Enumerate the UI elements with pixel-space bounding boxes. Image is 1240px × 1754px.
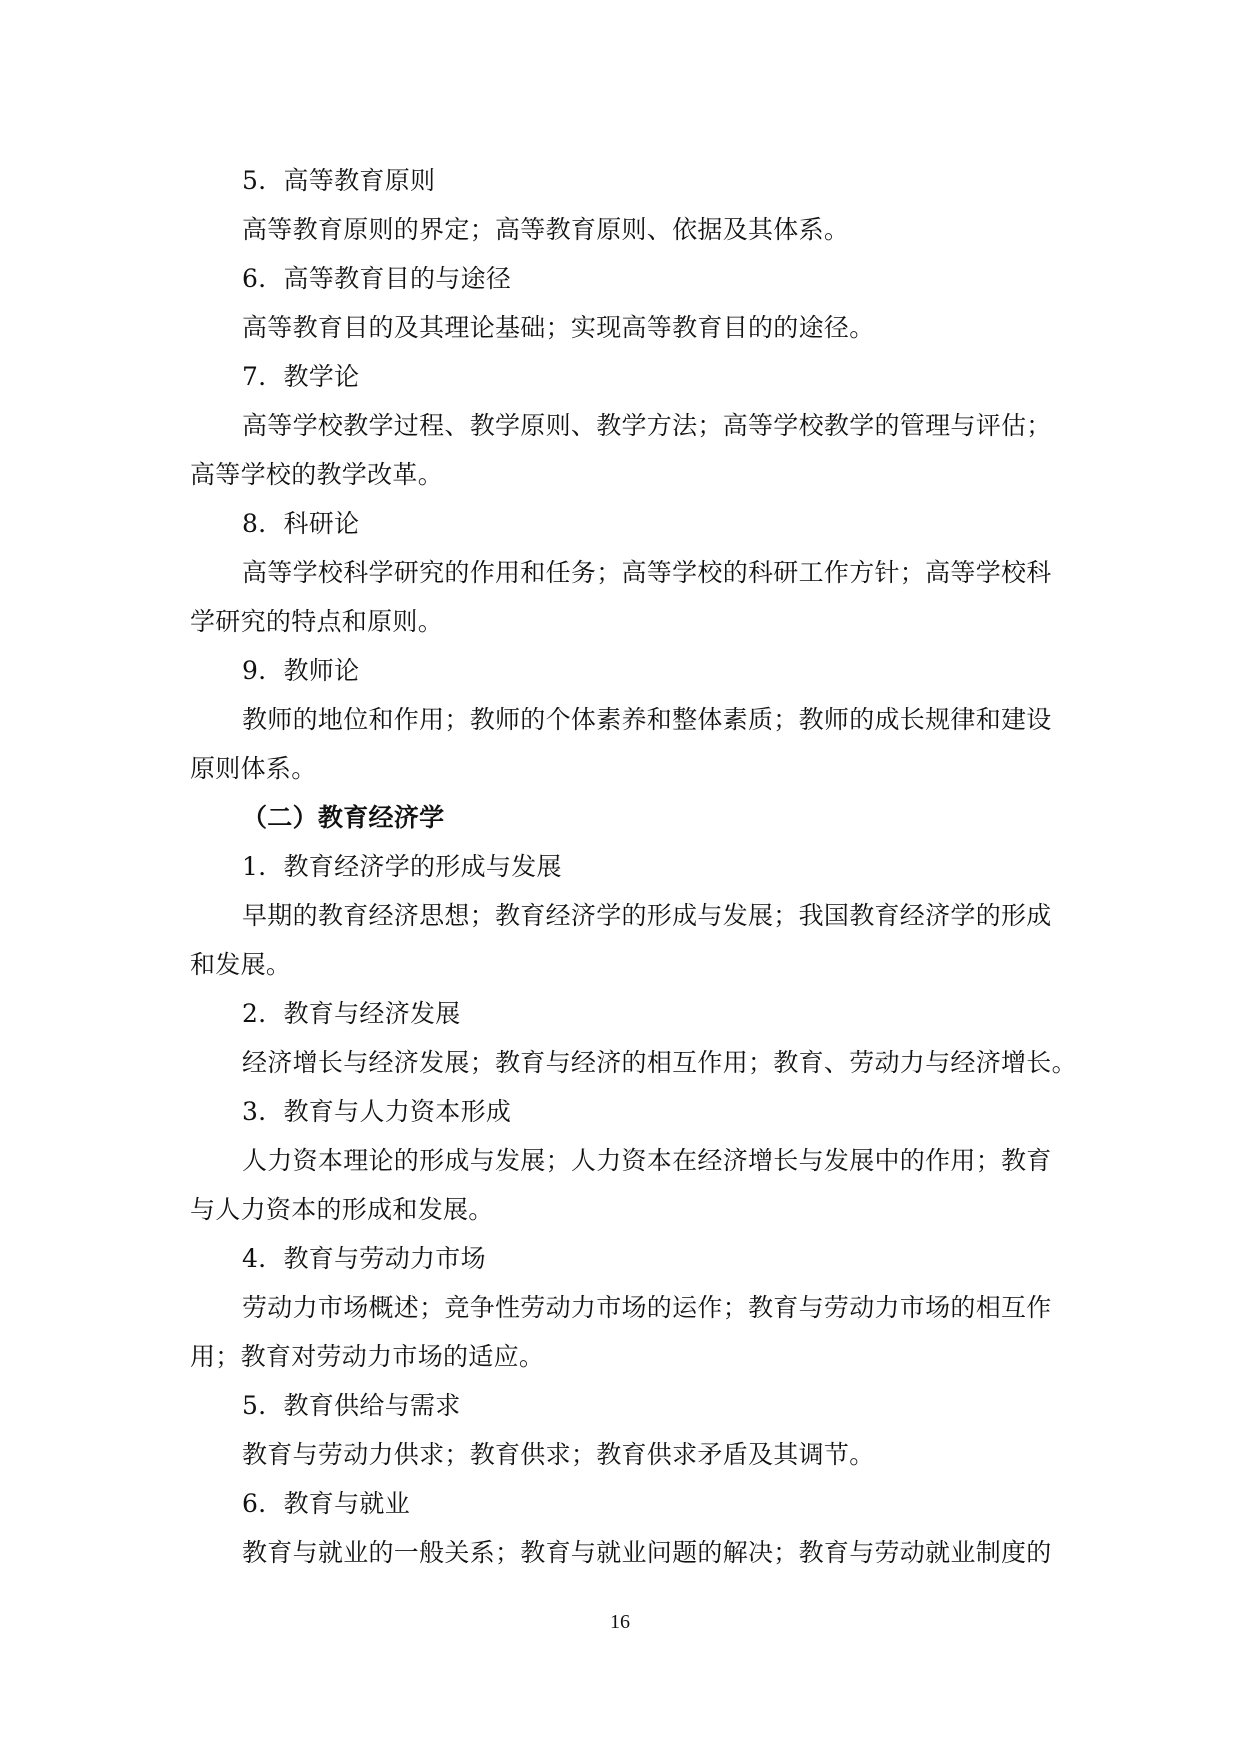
- paragraph-continuation: 和发展。: [190, 950, 292, 979]
- paragraph-line: 教育与劳动力供求；教育供求；教育供求矛盾及其调节。: [242, 1440, 875, 1469]
- numbered-heading: 5．高等教育原则: [242, 166, 436, 195]
- paragraph-continuation: 学研究的特点和原则。: [190, 607, 444, 636]
- paragraph-line: 教育与就业的一般关系；教育与就业问题的解决；教育与劳动就业制度的: [242, 1538, 1052, 1567]
- numbered-heading: 8．科研论: [242, 509, 360, 538]
- page-number: 16: [610, 1611, 630, 1633]
- paragraph-continuation: 用；教育对劳动力市场的适应。: [190, 1342, 545, 1371]
- paragraph-line: 经济增长与经济发展；教育与经济的相互作用；教育、劳动力与经济增长。: [242, 1048, 1077, 1077]
- paragraph-line: 高等教育原则的界定；高等教育原则、依据及其体系。: [242, 215, 850, 244]
- paragraph-continuation: 高等学校的教学改革。: [190, 460, 444, 489]
- document-body: [190, 156, 1077, 1577]
- numbered-heading: 2．教育与经济发展: [242, 999, 461, 1028]
- numbered-heading: 3．教育与人力资本形成: [242, 1097, 512, 1126]
- paragraph-continuation: 原则体系。: [190, 754, 317, 783]
- section-heading: （二）教育经济学: [242, 803, 445, 832]
- paragraph-line: 高等学校教学过程、教学原则、教学方法；高等学校教学的管理与评估；: [242, 411, 1052, 440]
- paragraph-line: 人力资本理论的形成与发展；人力资本在经济增长与发展中的作用；教育: [242, 1146, 1052, 1175]
- paragraph-continuation: 与人力资本的形成和发展。: [190, 1195, 494, 1224]
- paragraph-line: 劳动力市场概述；竞争性劳动力市场的运作；教育与劳动力市场的相互作: [242, 1293, 1052, 1322]
- paragraph-line: 教师的地位和作用；教师的个体素养和整体素质；教师的成长规律和建设: [242, 705, 1052, 734]
- numbered-heading: 9．教师论: [242, 656, 360, 685]
- numbered-heading: 4．教育与劳动力市场: [242, 1244, 486, 1273]
- paragraph-line: 早期的教育经济思想；教育经济学的形成与发展；我国教育经济学的形成: [242, 901, 1052, 930]
- numbered-heading: 1．教育经济学的形成与发展: [242, 852, 562, 881]
- numbered-heading: 6．高等教育目的与途径: [242, 264, 512, 293]
- paragraph-line: 高等教育目的及其理论基础；实现高等教育目的的途径。: [242, 313, 875, 342]
- paragraph-line: 高等学校科学研究的作用和任务；高等学校的科研工作方针；高等学校科: [242, 558, 1052, 587]
- numbered-heading: 5．教育供给与需求: [242, 1391, 461, 1420]
- numbered-heading: 7．教学论: [242, 362, 360, 391]
- numbered-heading: 6．教育与就业: [242, 1489, 411, 1518]
